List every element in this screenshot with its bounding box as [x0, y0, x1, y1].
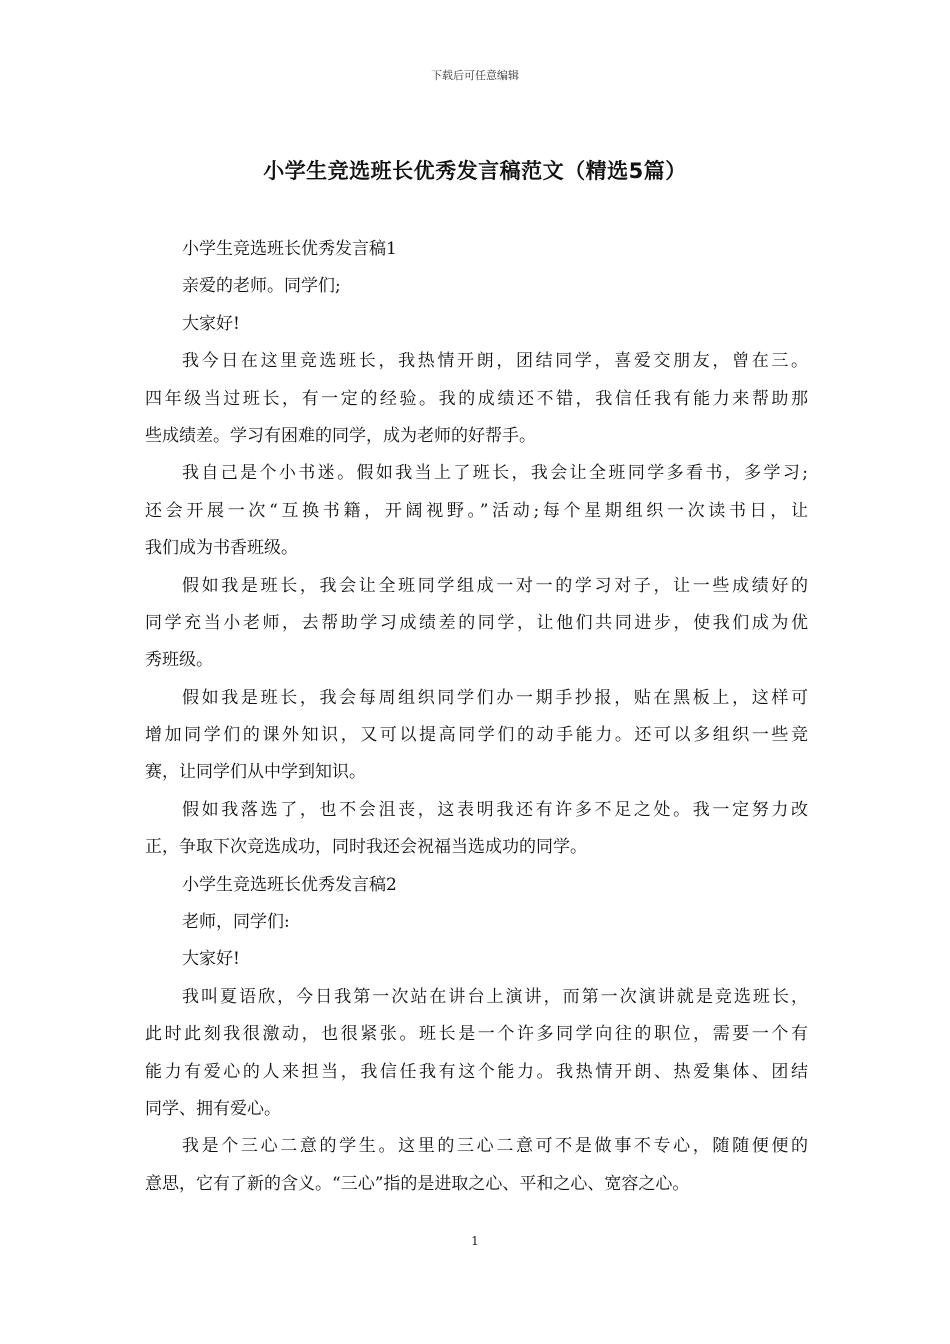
document-body	[145, 231, 808, 1203]
paragraph-line: 秀班级。	[145, 650, 213, 671]
header-note: 下载后可任意编辑	[431, 69, 519, 82]
paragraph-line: 我是个三心二意的学生。这里的三心二意可不是做事不专心，随随便便的	[182, 1136, 808, 1157]
paragraph-line: 我叫夏语欣，今日我第一次站在讲台上演讲，而第一次演讲就是竞选班长，	[182, 986, 808, 1007]
paragraph-line: 假如我是班长，我会让全班同学组成一对一的学习对子，让一些成绩好的	[182, 575, 808, 596]
paragraph-line: 我们成为书香班级。	[145, 538, 298, 559]
section-heading: 小学生竞选班长优秀发言稿1	[182, 239, 397, 259]
salutation: 老师，同学们:	[182, 912, 290, 933]
page-number: 1	[471, 1234, 479, 1248]
paragraph-line: 四年级当过班长，有一定的经验。我的成绩还不错，我信任我有能力来帮助那	[145, 388, 808, 409]
salutation: 亲爱的老师。同学们;	[182, 276, 341, 297]
greeting: 大家好!	[182, 313, 240, 334]
paragraph-line: 意思，它有了新的含义。“三心”指的是进取之心、平和之心、宽容之心。	[145, 1173, 690, 1194]
paragraph-line: 我自己是个小书迷。假如我当上了班长，我会让全班同学多看书，多学习;	[182, 463, 808, 484]
paragraph-line: 此时此刻我很激动，也很紧张。班长是一个许多同学向往的职位，需要一个有	[145, 1024, 808, 1045]
paragraph-line: 赛，让同学们从中学到知识。	[145, 762, 366, 783]
section-heading: 小学生竞选班长优秀发言稿2	[182, 874, 397, 895]
paragraph-line: 能力有爱心的人来担当，我信任我有这个能力。我热情开朗、热爱集体、团结	[145, 1061, 808, 1082]
document-title: 小学生竞选班长优秀发言稿范文（精选5篇）	[263, 159, 687, 183]
paragraph-line: 正，争取下次竞选成功，同时我还会祝福当选成功的同学。	[145, 837, 587, 858]
paragraph-line: 同学充当小老师，去帮助学习成绩差的同学，让他们共同进步，使我们成为优	[145, 612, 808, 633]
paragraph-line: 假如我是班长，我会每周组织同学们办一期手抄报，贴在黑板上，这样可	[182, 687, 808, 708]
paragraph-line: 假如我落选了，也不会沮丧，这表明我还有许多不足之处。我一定努力改	[182, 799, 808, 820]
paragraph-line: 我今日在这里竞选班长，我热情开朗，团结同学，喜爱交朋友，曾在三。	[182, 351, 808, 372]
paragraph-line: 增加同学们的课外知识，又可以提高同学们的动手能力。还可以多组织一些竞	[145, 725, 808, 746]
greeting: 大家好!	[182, 949, 240, 970]
paragraph-line: 同学、拥有爱心。	[145, 1098, 281, 1119]
paragraph-line: 还会开展一次“互换书籍，开阔视野。”活动;每个星期组织一次读书日，让	[145, 500, 808, 521]
paragraph-line: 些成绩差。学习有困难的同学，成为老师的好帮手。	[145, 425, 536, 446]
